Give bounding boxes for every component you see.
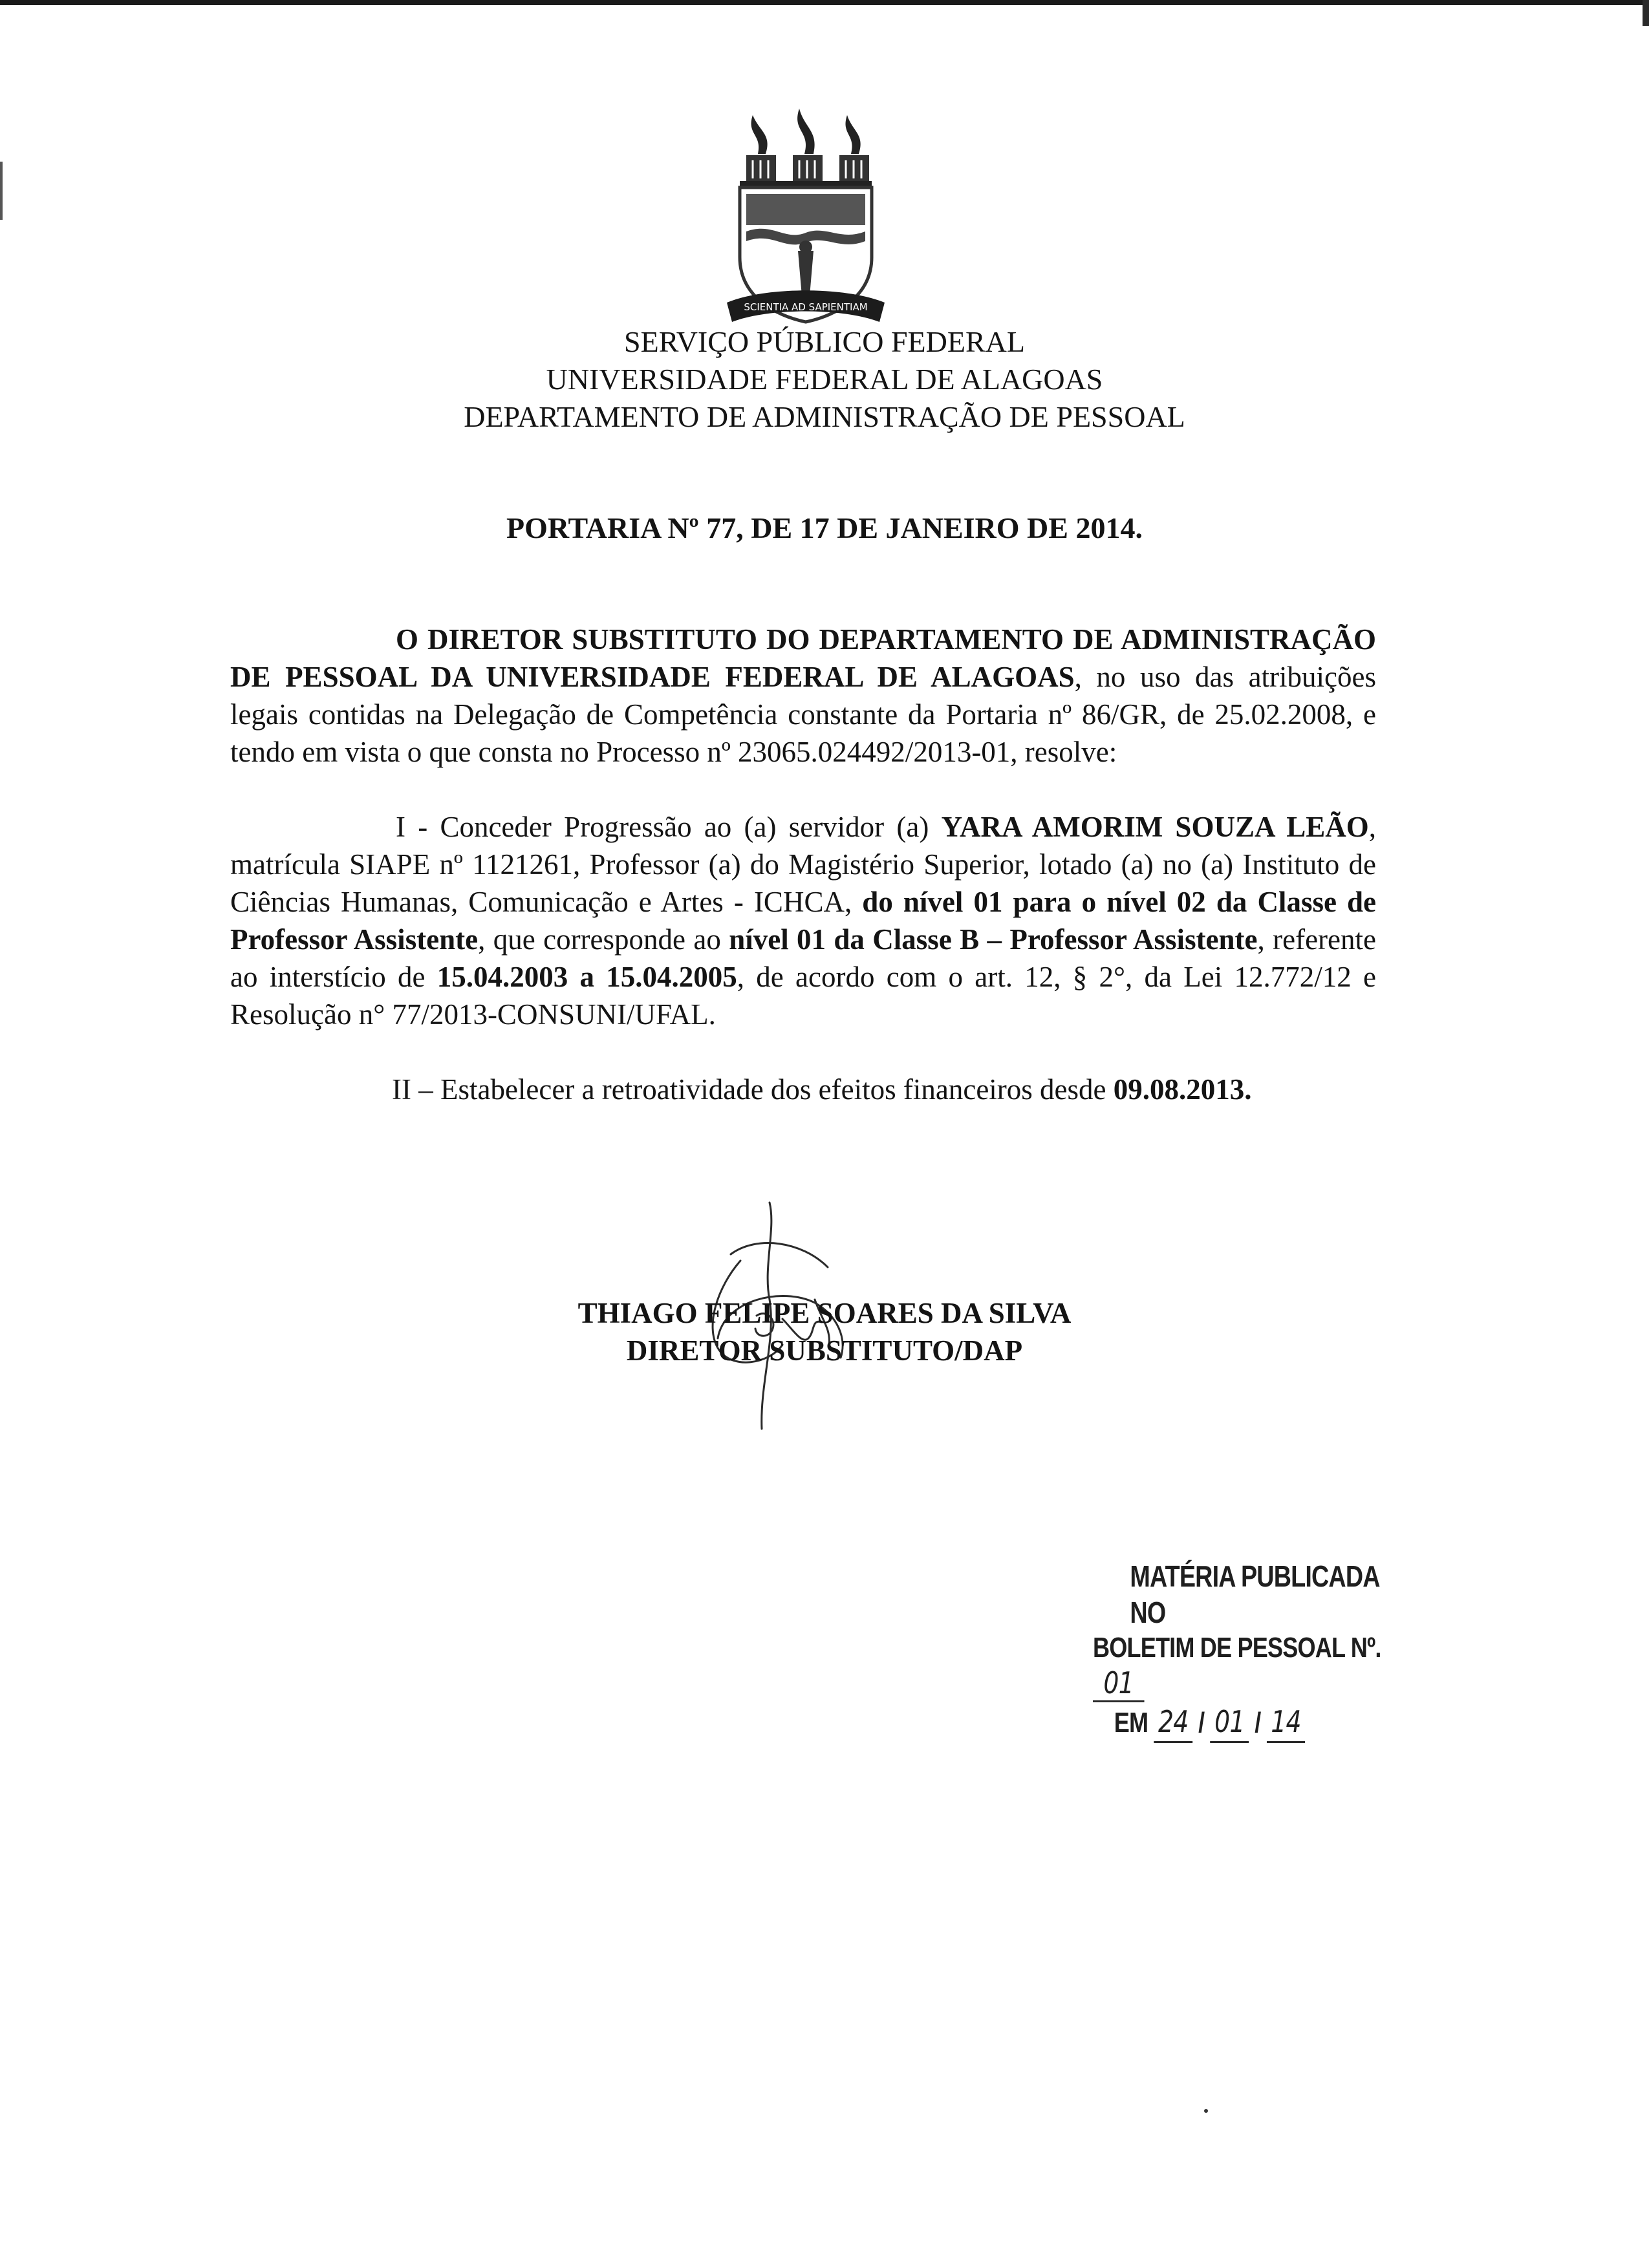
item-1-text-3: , que corresponde ao [478,923,729,956]
signatory-block [0,1294,1649,1369]
stamp-line-bulletin [1093,1631,1390,1702]
interstice-period: 15.04.2003 a 15.04.2005 [436,961,737,993]
stamp-day: 24 [1154,1702,1192,1743]
class-level: nível 01 da Classe B – Professor Assistente [729,923,1258,956]
stamp-bulletin-number: 01 [1093,1665,1144,1702]
signatory-name: THIAGO FELIPE SOARES DA SILVA [577,1297,1072,1329]
scan-speck [1204,2109,1208,2113]
header-line-department: DEPARTAMENTO DE ADMINISTRAÇÃO DE PESSOAL [464,400,1185,433]
scan-edge-left [0,162,3,220]
document-body [230,621,1376,1108]
item-2-paragraph [230,1071,1376,1108]
university-coat-of-arms-icon [727,109,885,330]
retroactive-date: 09.08.2013. [1113,1073,1252,1106]
employee-name: YARA AMORIM SOUZA LEÃO [941,811,1369,843]
stamp-year: 14 [1267,1702,1305,1743]
scan-edge-right [1643,0,1649,26]
signatory-role: DIRETOR SUBSTITUTO/DAP [626,1334,1023,1367]
header-line-federal-service: SERVIÇO PÚBLICO FEDERAL [624,325,1025,358]
stamp-line-date: EM 24 / 01 / 14 [1093,1702,1390,1743]
scan-edge-top [0,0,1649,5]
item-1-text-4: , referente ao interstício de [230,923,1376,993]
logo-motto: SCIENTIA AD SAPIENTIAM [744,301,868,313]
document-title: PORTARIA Nº 77, DE 17 DE JANEIRO DE 2014. [506,511,1143,544]
document-header [0,323,1649,436]
level-change: do nível 01 para o nível 02 da Classe de Professor Assistente [230,886,1377,956]
stamp-date-prefix: EM [1114,1707,1148,1738]
publication-stamp [1093,1558,1390,1743]
item-1-text-5: , de acordo com o art. 12, § 2°, da Lei 12.772/12 e Resolução n° 77/2013-CONSUNI/UFAL. [230,961,1377,1031]
header-line-university: UNIVERSIDADE FEDERAL DE ALAGOAS [546,363,1103,396]
stamp-month: 01 [1211,1702,1249,1743]
stamp-line-published: MATÉRIA PUBLICADA NO [1130,1559,1379,1629]
item-1-text-1: I - Conceder Progressão ao (a) servidor (a) [396,811,942,843]
stamp-bulletin-label: BOLETIM DE PESSOAL Nº. [1093,1632,1381,1664]
preamble-paragraph [230,621,1376,771]
preamble-authority: O DIRETOR SUBSTITUTO DO DEPARTAMENTO DE ADMINISTRAÇÃO DE PESSOAL DA UNIVERSIDADE FEDERAL DE ALAGOAS [230,623,1376,693]
preamble-text: , no uso das atribuições legais contidas na Delegação de Competência constante da Portaria nº 86/GR, de 25.02.2008, e tendo em vista o que consta no Processo nº 23065.024492/2013-01, resolve: [230,661,1376,768]
item-1-paragraph [230,808,1376,1033]
item-2-text: II – Estabelecer a retroatividade dos efeitos financeiros desde [392,1073,1114,1106]
item-1-text-2: , matrícula SIAPE nº 1121261, Professor (a) do Magistério Superior, lotado (a) no (a) Instituto de Ciências Humanas, Comunicação e Artes - ICHCA, [230,811,1376,918]
